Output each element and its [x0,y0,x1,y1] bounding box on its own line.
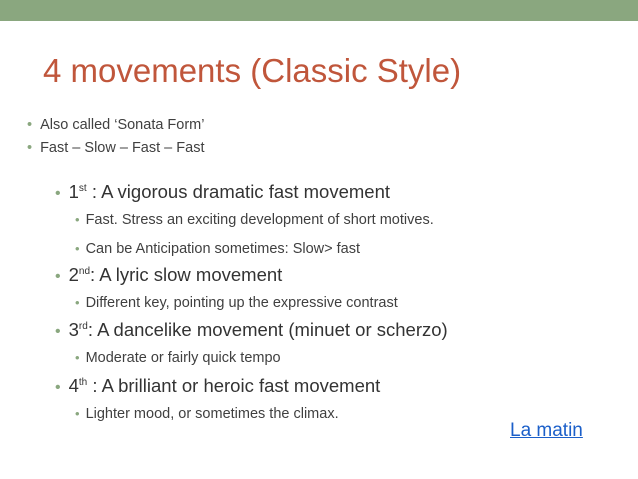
slide-title: 4 movements (Classic Style) [43,52,462,89]
intro-bullet-list [27,114,205,160]
movement-description: : A brilliant or heroic fast movement [87,375,381,396]
bullet-dot-icon: • [75,350,80,365]
movement-3-detail [75,350,281,366]
top-accent-bar [0,0,638,21]
bullet-dot-icon: • [75,212,80,227]
la-matin-link[interactable]: La matin [510,420,583,441]
movement-ordinal-suffix: st [78,182,87,194]
movement-1-detail [75,241,360,257]
movement-3-heading [55,319,448,341]
bullet-dot-icon: • [75,295,80,310]
bullet-dot-icon: • [75,406,80,421]
intro-bullet [27,137,205,160]
movement-number: 4 [68,375,79,396]
intro-bullet-text: Also called ‘Sonata Form’ [40,117,205,133]
movement-description: : A vigorous dramatic fast movement [86,181,391,202]
intro-bullet [27,114,205,137]
movement-detail-text: Different key, pointing up the expressive contrast [85,295,398,311]
movement-ordinal-suffix: th [78,376,88,388]
bullet-dot-icon: • [75,241,80,256]
movement-detail-text: Moderate or fairly quick tempo [85,350,281,366]
movement-description: : A dancelike movement (minuet or scherzo) [87,319,448,340]
intro-bullet-text: Fast – Slow – Fast – Fast [40,140,205,156]
movement-2-detail [75,295,398,311]
movement-detail-text: Fast. Stress an exciting development of short motives. [85,212,434,228]
movement-4-detail [75,406,339,422]
movement-number: 1 [68,181,79,202]
movement-number: 3 [68,319,79,340]
bullet-dot-icon: • [55,268,61,285]
movement-1-heading [55,181,390,203]
bullet-dot-icon: • [27,117,33,133]
movement-detail-text: Lighter mood, or sometimes the climax. [85,406,339,422]
movement-2-heading [55,264,282,286]
movement-4-heading [55,375,380,397]
movement-number: 2 [68,264,79,285]
bullet-dot-icon: • [55,185,61,202]
movement-ordinal-suffix: rd [78,320,88,332]
movement-description: : A lyric slow movement [90,264,283,285]
bullet-dot-icon: • [55,379,61,396]
bullet-dot-icon: • [55,323,61,340]
movement-1-detail [75,212,434,228]
bullet-dot-icon: • [27,140,33,156]
movement-detail-text: Can be Anticipation sometimes: Slow> fast [85,241,360,257]
movement-ordinal-suffix: nd [78,265,91,277]
